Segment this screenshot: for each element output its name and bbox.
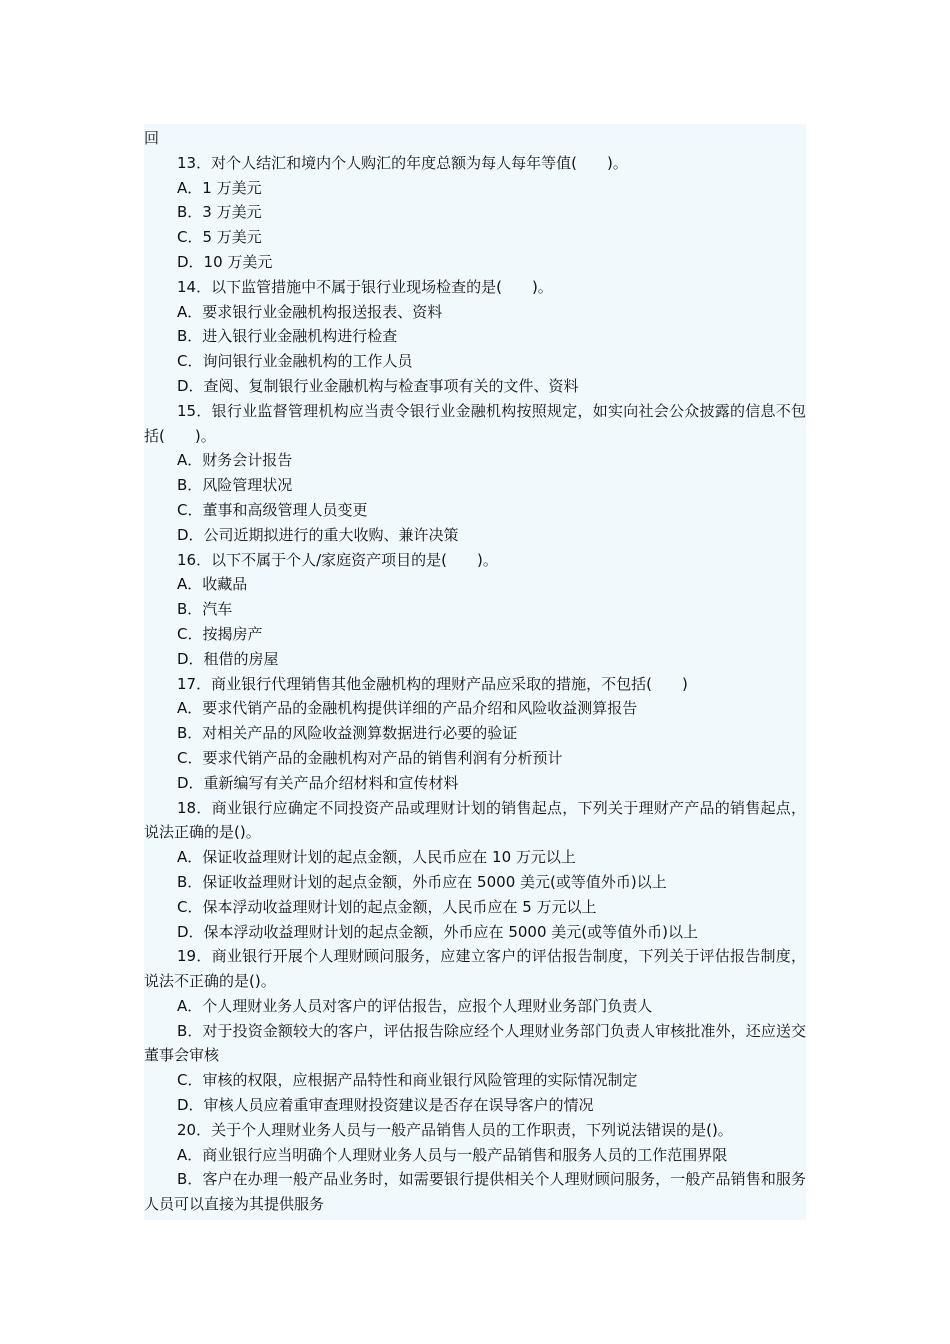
option-13b: B．3 万美元 bbox=[177, 203, 262, 222]
option-18b: B．保证收益理财计划的起点金额，外币应在 5000 美元(或等值外币)以上 bbox=[177, 872, 667, 891]
option-18c: C．保本浮动收益理财计划的起点金额，人民币应在 5 万元以上 bbox=[177, 897, 597, 916]
option-17d: D．重新编写有关产品介绍材料和宣传材料 bbox=[177, 773, 459, 792]
option-16c: C．按揭房产 bbox=[177, 624, 263, 643]
option-15d: D．公司近期拟进行的重大收购、兼许决策 bbox=[177, 525, 459, 544]
option-18a: A．保证收益理财计划的起点金额，人民币应在 10 万元以上 bbox=[177, 848, 576, 867]
option-17b: B．对相关产品的风险收益测算数据进行必要的验证 bbox=[177, 724, 518, 743]
option-13d: D．10 万美元 bbox=[177, 252, 273, 271]
question-16: 16．以下不属于个人/家庭资产项目的是( )。 bbox=[177, 550, 498, 569]
option-16d: D．租借的房屋 bbox=[177, 649, 279, 668]
option-15a: A．财务会计报告 bbox=[177, 451, 293, 470]
option-18d: D．保本浮动收益理财计划的起点金额，外币应在 5000 美元(或等值外币)以上 bbox=[177, 922, 698, 941]
option-16b: B．汽车 bbox=[177, 600, 233, 619]
option-15c: C．董事和高级管理人员变更 bbox=[177, 500, 368, 519]
option-19d: D．审核人员应着重审查理财投资建议是否存在误导客户的情况 bbox=[177, 1096, 594, 1115]
option-14b: B．进入银行业金融机构进行检查 bbox=[177, 327, 398, 346]
option-20b: B．客户在办理一般产品业务时，如需要银行提供相关个人理财顾问服务，一般产品销售和服务人员可以直接为其提供服务 bbox=[144, 1170, 806, 1214]
question-17: 17．商业银行代理销售其他金融机构的理财产品应采取的措施，不包括( ) bbox=[177, 674, 688, 693]
question-14: 14．以下监管措施中不属于银行业现场检查的是( )。 bbox=[177, 277, 553, 296]
option-16a: A．收藏品 bbox=[177, 575, 248, 594]
option-17c: C．要求代销产品的金融机构对产品的销售利润有分析预计 bbox=[177, 748, 563, 767]
option-19b: B．对于投资金额较大的客户，评估报告除应经个人理财业务部门负责人审核批准外，还应送交董事会审核 bbox=[144, 1021, 806, 1065]
question-15: 15．银行业监督管理机构应当责令银行业金融机构按照规定，如实向社会公众披露的信息不包括( )。 bbox=[144, 401, 806, 445]
question-20: 20．关于个人理财业务人员与一般产品销售人员的工作职责，下列说法错误的是()。 bbox=[177, 1120, 733, 1139]
option-20a: A．商业银行应当明确个人理财业务人员与一般产品销售和服务人员的工作范围界限 bbox=[177, 1145, 728, 1164]
option-17a: A．要求代销产品的金融机构提供详细的产品介绍和风险收益测算报告 bbox=[177, 699, 638, 718]
question-13: 13．对个人结汇和境内个人购汇的年度总额为每人每年等值( )。 bbox=[177, 153, 628, 172]
document-content bbox=[144, 124, 806, 1220]
option-15b: B．风险管理状况 bbox=[177, 476, 293, 495]
option-13c: C．5 万美元 bbox=[177, 228, 262, 247]
option-14c: C．询问银行业金融机构的工作人员 bbox=[177, 352, 413, 371]
question-18: 18．商业银行应确定不同投资产品或理财计划的销售起点，下列关于理财产产品的销售起点，说法正确的是()。 bbox=[144, 798, 806, 842]
page-header-fragment: 回 bbox=[144, 129, 160, 147]
option-14d: D．查阅、复制银行业金融机构与检查事项有关的文件、资料 bbox=[177, 376, 579, 395]
option-19c: C．审核的权限，应根据产品特性和商业银行风险管理的实际情况制定 bbox=[177, 1071, 638, 1090]
option-13a: A．1 万美元 bbox=[177, 178, 262, 197]
question-19: 19．商业银行开展个人理财顾问服务，应建立客户的评估报告制度，下列关于评估报告制度，说法不正确的是()。 bbox=[144, 947, 806, 991]
option-14a: A．要求银行业金融机构报送报表、资料 bbox=[177, 302, 443, 321]
option-19a: A．个人理财业务人员对客户的评估报告，应报个人理财业务部门负责人 bbox=[177, 996, 653, 1015]
